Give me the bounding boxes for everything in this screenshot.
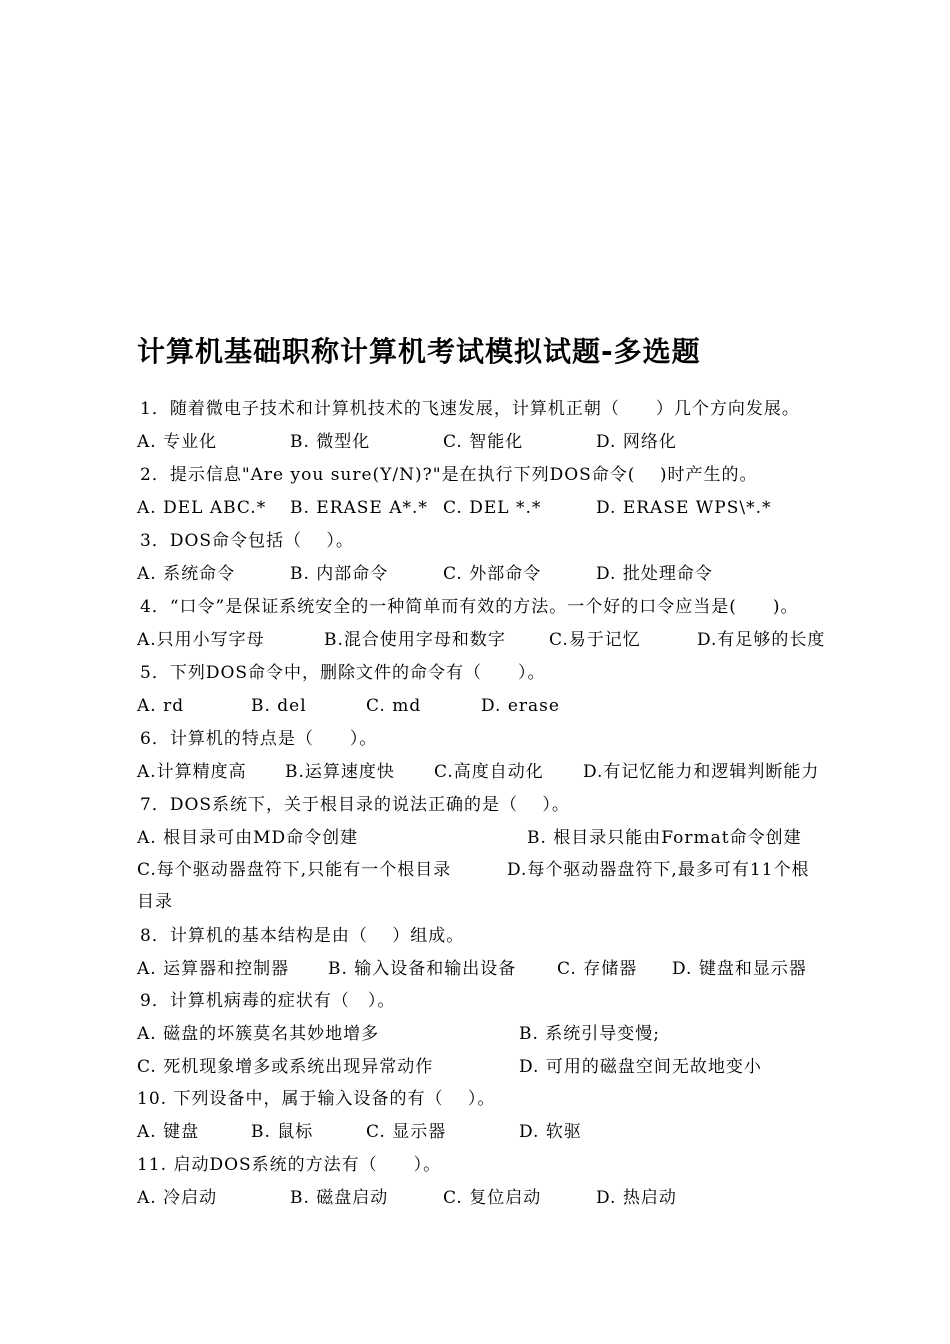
q1-option-d: D. 网络化: [596, 432, 677, 452]
q6-option-a: A.计算精度高: [137, 762, 247, 782]
q7-option-b: B. 根目录只能由Format命令创建: [527, 828, 802, 848]
q10-option-b: B. 鼠标: [251, 1122, 314, 1142]
q11-option-d: D. 热启动: [596, 1188, 677, 1208]
q4-option-c: C.易于记忆: [549, 630, 641, 650]
question-4: 4．“口令”是保证系统安全的一种简单而有效的方法。一个好的口令应当是( )。: [140, 597, 799, 617]
q9-option-c: C. 死机现象增多或系统出现异常动作: [137, 1057, 434, 1077]
q6-option-c: C.高度自动化: [434, 762, 544, 782]
q3-option-c: C. 外部命令: [443, 564, 542, 584]
question-5: 5．下列DOS命令中，删除文件的命令有（ ）。: [140, 663, 546, 683]
q9-option-b: B. 系统引导变慢;: [519, 1024, 661, 1044]
q8-option-b: B. 输入设备和输出设备: [328, 959, 517, 979]
page-title: 计算机基础职称计算机考试模拟试题-多选题: [137, 335, 701, 368]
q2-option-a: A. DEL ABC.*: [137, 498, 267, 518]
q7-option-c: C.每个驱动器盘符下,只能有一个根目录: [137, 860, 452, 880]
q9-option-a: A. 磁盘的坏簇莫名其妙地增多: [137, 1024, 380, 1044]
question-7: 7．DOS系统下，关于根目录的说法正确的是（ ）。: [140, 795, 570, 815]
q6-option-b: B.运算速度快: [285, 762, 395, 782]
q4-option-a: A.只用小写字母: [137, 630, 265, 650]
q3-option-a: A. 系统命令: [137, 564, 236, 584]
question-9: 9．计算机病毒的症状有（ ）。: [140, 991, 396, 1011]
q2-option-b: B. ERASE A*.*: [290, 498, 428, 518]
question-10: 10. 下列设备中，属于输入设备的有（ ）。: [137, 1089, 496, 1109]
q4-option-b: B.混合使用字母和数字: [324, 630, 506, 650]
q5-option-a: A. rd: [137, 696, 185, 716]
q11-option-b: B. 磁盘启动: [290, 1188, 389, 1208]
question-3: 3．DOS命令包括（ ）。: [140, 531, 354, 551]
q6-option-d: D.有记忆能力和逻辑判断能力: [583, 762, 820, 782]
q3-option-b: B. 内部命令: [290, 564, 389, 584]
question-11: 11. 启动DOS系统的方法有（ ）。: [137, 1155, 442, 1175]
q7-option-a: A. 根目录可由MD命令创建: [137, 828, 359, 848]
q5-option-c: C. md: [366, 696, 422, 716]
q5-option-b: B. del: [251, 696, 307, 716]
q3-option-d: D. 批处理命令: [596, 564, 713, 584]
q1-option-c: C. 智能化: [443, 432, 524, 452]
q2-option-d: D. ERASE WPS\*.*: [596, 498, 772, 518]
q8-option-a: A. 运算器和控制器: [137, 959, 290, 979]
q2-option-c: C. DEL *.*: [443, 498, 542, 518]
q11-option-a: A. 冷启动: [137, 1188, 218, 1208]
question-1: 1．随着微电子技术和计算机技术的飞速发展，计算机正朝（ ）几个方向发展。: [140, 399, 800, 419]
q11-option-c: C. 复位启动: [443, 1188, 542, 1208]
q1-option-a: A. 专业化: [137, 432, 218, 452]
question-2: 2．提示信息"Are you sure(Y/N)?"是在执行下列DOS命令( )时产生的。: [140, 465, 758, 485]
q10-option-a: A. 键盘: [137, 1122, 200, 1142]
q7-option-d-continued: 目录: [137, 892, 173, 912]
q1-option-b: B. 微型化: [290, 432, 371, 452]
question-6: 6．计算机的特点是（ ）。: [140, 729, 378, 749]
q10-option-c: C. 显示器: [366, 1122, 447, 1142]
q9-option-d: D. 可用的磁盘空间无故地变小: [519, 1057, 762, 1077]
q4-option-d: D.有足够的长度: [697, 630, 826, 650]
q8-option-d: D. 键盘和显示器: [672, 959, 807, 979]
question-8: 8．计算机的基本结构是由（ ）组成。: [140, 926, 465, 946]
q10-option-d: D. 软驱: [519, 1122, 582, 1142]
q8-option-c: C. 存储器: [557, 959, 638, 979]
q5-option-d: D. erase: [481, 696, 560, 716]
q7-option-d: D.每个驱动器盘符下,最多可有11个根: [507, 860, 810, 880]
